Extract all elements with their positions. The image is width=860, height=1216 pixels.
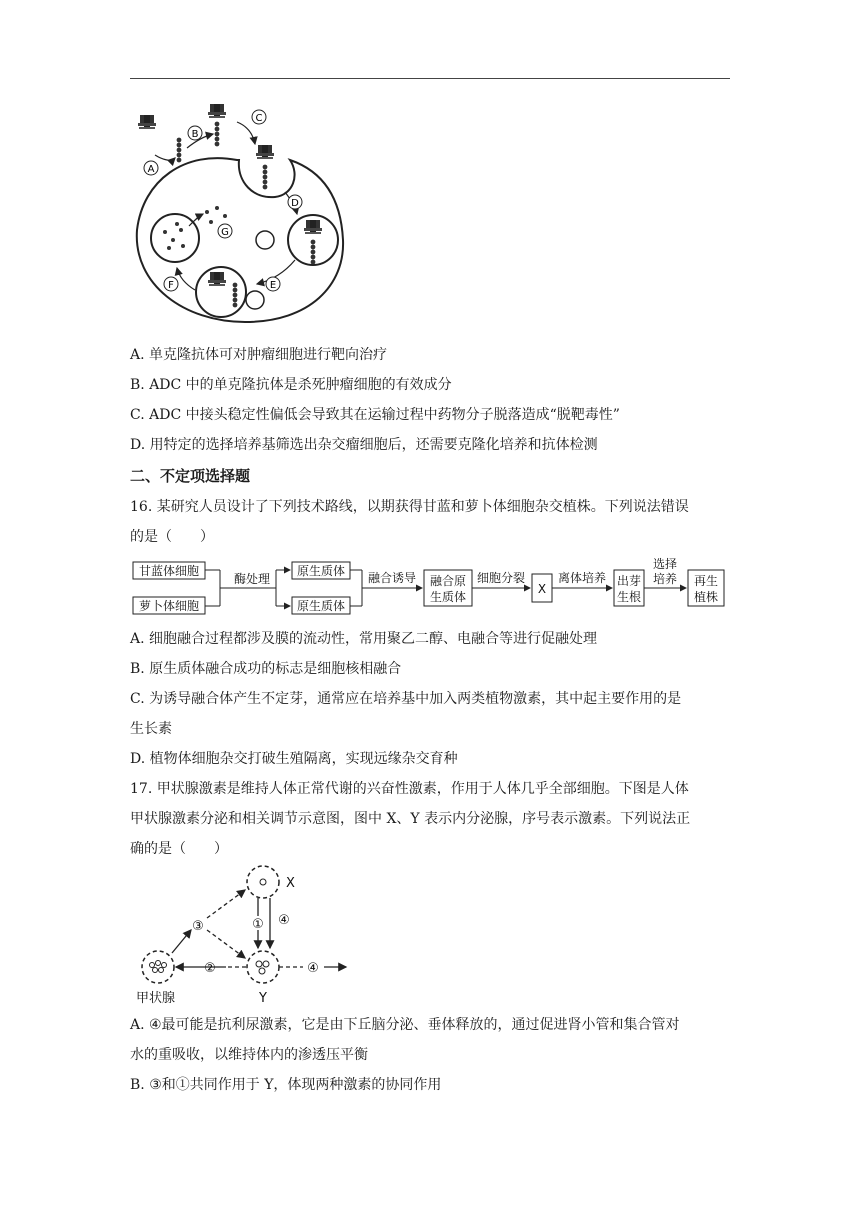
flow-cell-b: 萝卜体细胞: [138, 599, 200, 613]
gland-x-label: X: [286, 876, 295, 891]
flow-plant-l2: 植株: [693, 590, 719, 604]
label-d: [288, 195, 302, 209]
q16-option-a: A. 细胞融合过程都涉及膜的流动性，常用聚乙二醇、电融合等进行促融处理: [130, 631, 598, 647]
released-drug-vesicle: [151, 214, 199, 262]
label-e: [266, 277, 280, 291]
adc-mechanism-figure: [125, 100, 355, 335]
flow-plant-l1: 再生: [693, 574, 719, 588]
gland-y-label: Y: [259, 991, 267, 1006]
flow-bud-l1: 出芽: [616, 574, 642, 588]
label-a: [144, 161, 158, 175]
flow-divide: 细胞分裂: [476, 571, 526, 585]
label-c: [252, 110, 266, 124]
q16-option-b: B. 原生质体融合成功的标志是细胞核相融合: [130, 661, 402, 677]
q17-option-a-cont: 水的重吸收，以维持体内的渗透压平衡: [130, 1047, 368, 1063]
q16-flow-diagram: [128, 556, 728, 616]
svg-text:D: D: [291, 198, 299, 209]
label-f: [164, 277, 178, 291]
q16-stem-line-2: 的是（ ）: [130, 529, 214, 545]
svg-text:F: F: [168, 280, 174, 291]
q17-stem-line-3: 确的是（ ）: [130, 841, 228, 857]
flow-fused-l1: 融合原: [429, 574, 467, 588]
flow-enzyme: 酶处理: [233, 572, 271, 586]
q15-option-a: A. 单克隆抗体可对肿瘤细胞进行靶向治疗: [130, 347, 388, 363]
flow-x: X: [537, 582, 547, 596]
thyroid-label: 甲状腺: [136, 991, 176, 1006]
q17-stem-line-1: 17. 甲状腺激素是维持人体正常代谢的兴奋性激素，作用于人体几乎全部细胞。下图是人体: [130, 781, 689, 797]
flow-fused-l2: 生质体: [429, 590, 467, 604]
q17-option-b: B. ③和①共同作用于 Y，体现两种激素的协同作用: [130, 1077, 442, 1093]
svg-text:C: C: [255, 113, 263, 124]
svg-text:E: E: [269, 280, 277, 291]
hormone-4-top-label: ④: [278, 913, 290, 928]
svg-text:A: A: [147, 164, 155, 175]
flow-cell-a: 甘蓝体细胞: [138, 564, 200, 578]
hormone-4-out-label: ④: [307, 961, 319, 976]
hormone-3-label: ③: [192, 919, 204, 934]
label-g: [218, 224, 232, 238]
q15-option-d: D. 用特定的选择培养基筛选出杂交瘤细胞后，还需要克隆化培养和抗体检测: [130, 437, 598, 453]
section-title: 二、不定项选择题: [130, 467, 251, 485]
q17-option-a: A. ④最可能是抗利尿激素，它是由下丘脑分泌、垂体释放的，通过促进肾小管和集合管对: [130, 1017, 680, 1033]
flow-select-l2: 培养: [652, 572, 678, 586]
svg-text:G: G: [221, 227, 229, 238]
q16-stem-line-1: 16. 某研究人员设计了下列技术路线，以期获得甘蓝和萝卜体细胞杂交植株。下列说法错误: [130, 499, 689, 515]
flow-culture: 离体培养: [557, 571, 607, 585]
q15-option-b: B. ADC 中的单克隆抗体是杀死肿瘤细胞的有效成分: [130, 377, 452, 393]
flow-protoplast-a: 原生质体: [296, 564, 346, 578]
q16-option-c: C. 为诱导融合体产生不定芽，通常应在培养基中加入两类植物激素，其中起主要作用的是: [130, 691, 682, 707]
q16-option-c-cont: 生长素: [130, 721, 172, 737]
header-rule: [130, 78, 730, 79]
label-b: [188, 126, 202, 140]
q17-thyroid-diagram: [128, 860, 368, 1010]
hormone-2-label: ②: [204, 961, 216, 976]
svg-text:B: B: [191, 129, 199, 140]
hormone-1-label: ①: [252, 917, 264, 932]
flow-induce: 融合诱导: [367, 571, 417, 585]
q16-option-d: D. 植物体细胞杂交打破生殖隔离，实现远缘杂交育种: [130, 751, 458, 767]
flow-protoplast-b: 原生质体: [296, 599, 346, 613]
q17-stem-line-2: 甲状腺激素分泌和相关调节示意图，图中 X、Y 表示内分泌腺，序号表示激素。下列说法正: [130, 811, 691, 827]
q15-option-c: C. ADC 中接头稳定性偏低会导致其在运输过程中药物分子脱落造成“脱靶毒性”: [130, 407, 620, 423]
flow-select-l1: 选择: [652, 557, 678, 571]
flow-bud-l2: 生根: [616, 590, 642, 604]
